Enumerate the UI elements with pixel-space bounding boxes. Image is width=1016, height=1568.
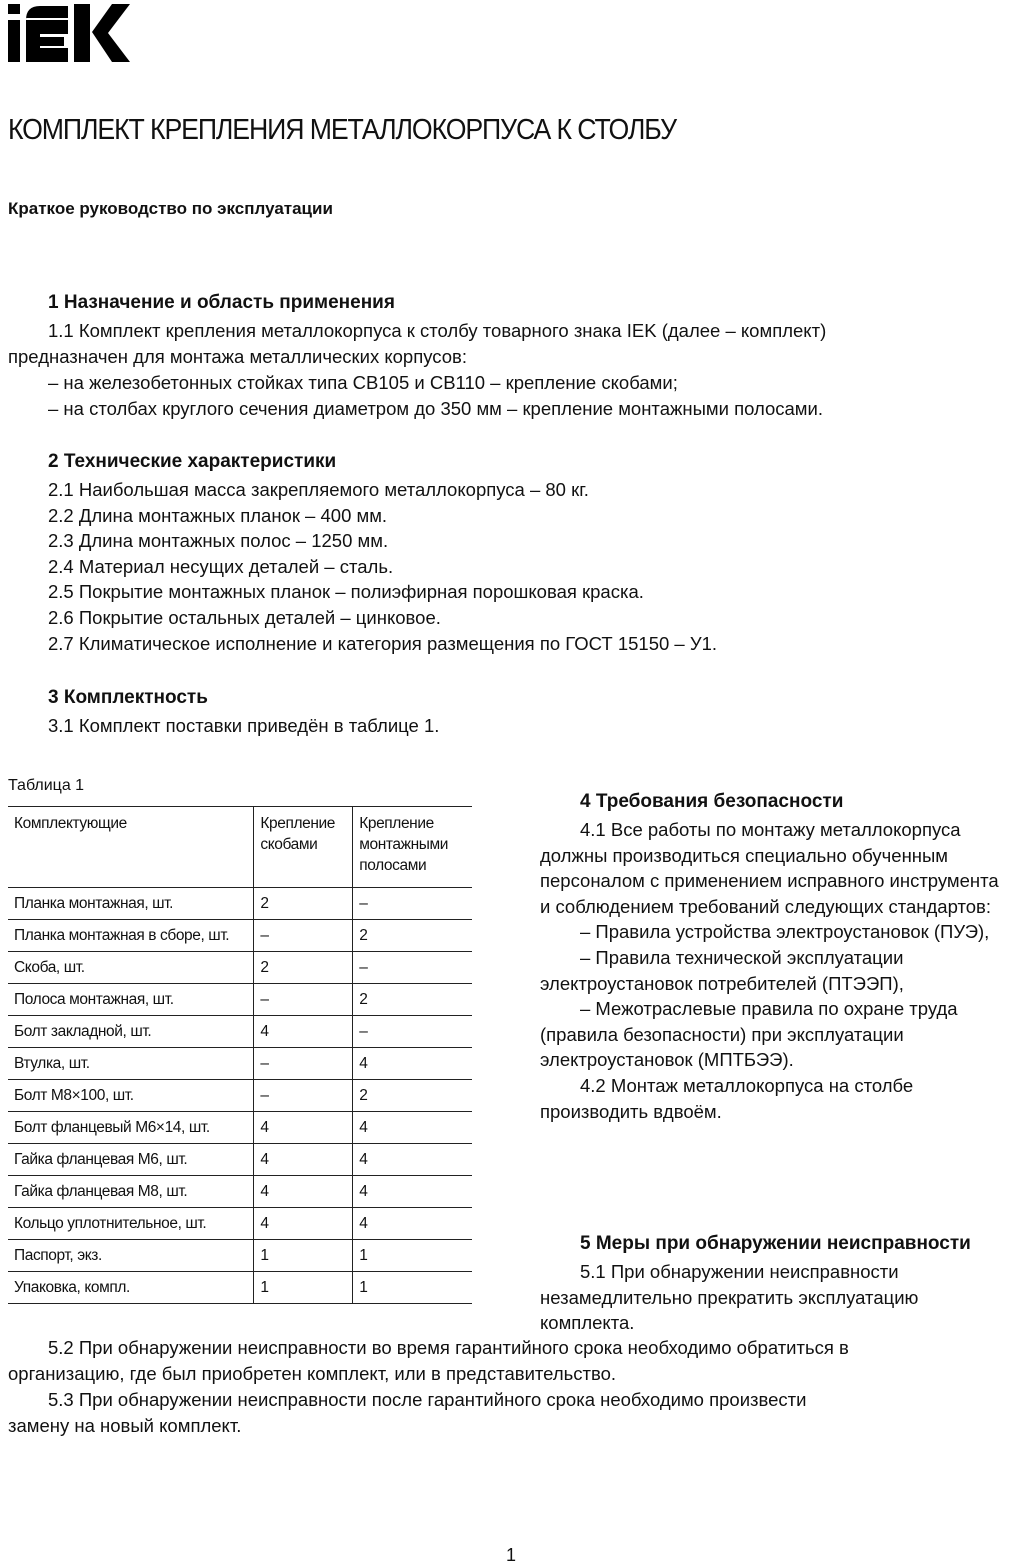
section1-line: 1.1 Комплект крепления металлокорпуса к столбу товарного знака IEK (далее – комплект) — [48, 320, 827, 341]
cell-qty-brackets: 4 — [254, 1208, 353, 1240]
section5-body — [540, 1259, 1010, 1336]
section2-line: 2.2 Длина монтажных планок – 400 мм. — [48, 505, 388, 526]
header-line: скобами — [260, 836, 318, 853]
section1-line: предназначен для монтажа металлических корпусов: — [8, 346, 467, 367]
cell-qty-strips: 2 — [353, 920, 472, 952]
section5-paragraph: 5.1 При обнаружении неисправности незамедлительно прекратить эксплуатацию комплекта. — [540, 1261, 919, 1334]
cell-qty-brackets: 2 — [254, 888, 353, 920]
cell-qty-brackets: 4 — [254, 1112, 353, 1144]
cell-component: Втулка, шт. — [8, 1048, 254, 1080]
cell-component: Упаковка, компл. — [8, 1272, 254, 1304]
table-row — [8, 952, 472, 984]
cell-qty-brackets: 2 — [254, 952, 353, 984]
cell-qty-strips: 4 — [353, 1176, 472, 1208]
document-subtitle: Краткое руководство по эксплуатации — [8, 199, 333, 218]
cell-qty-brackets: – — [254, 1048, 353, 1080]
header-line: полосами — [359, 857, 427, 874]
cell-component: Болт М8×100, шт. — [8, 1080, 254, 1112]
section2-line: 2.6 Покрытие остальных деталей – цинковое. — [48, 607, 441, 628]
table-row — [8, 1272, 472, 1304]
cell-component: Кольцо уплотнительное, шт. — [8, 1208, 254, 1240]
cell-qty-brackets: 1 — [254, 1272, 353, 1304]
cell-qty-strips: 1 — [353, 1240, 472, 1272]
table-header-row — [8, 807, 472, 888]
cell-component: Паспорт, экз. — [8, 1240, 254, 1272]
cell-qty-strips: – — [353, 952, 472, 984]
section5-line: 5.3 При обнаружении неисправности после гарантийного срока необходимо произвести — [48, 1389, 807, 1410]
table-row — [8, 1144, 472, 1176]
header-line: Крепление — [359, 815, 434, 832]
table-row — [8, 984, 472, 1016]
cell-component: Планка монтажная в сборе, шт. — [8, 920, 254, 952]
cell-qty-strips: 4 — [353, 1208, 472, 1240]
section5-line: 5.2 При обнаружении неисправности во время гарантийного срока необходимо обратиться в — [48, 1337, 849, 1358]
table-row — [8, 1112, 472, 1144]
table-caption: Таблица 1 — [8, 777, 85, 794]
cell-qty-strips: 4 — [353, 1144, 472, 1176]
section2-line: 2.3 Длина монтажных полос – 1250 мм. — [48, 530, 389, 551]
table-row — [8, 1240, 472, 1272]
cell-qty-strips: 1 — [353, 1272, 472, 1304]
section5-heading: 5 Меры при обнаружении неисправности — [580, 1233, 971, 1254]
cell-component: Гайка фланцевая М8, шт. — [8, 1176, 254, 1208]
section5-line: замену на новый комплект. — [8, 1415, 242, 1436]
section1-line: – на столбах круглого сечения диаметром до 350 мм – крепление монтажными полосами. — [48, 398, 823, 419]
header-brackets — [254, 807, 353, 888]
cell-component: Болт фланцевый М6×14, шт. — [8, 1112, 254, 1144]
cell-component: Гайка фланцевая М6, шт. — [8, 1144, 254, 1176]
section4-list-item: – Правила устройства электроустановок (ПУЭ), — [580, 921, 990, 943]
page-number: 1 — [506, 1545, 517, 1565]
cell-qty-strips: 2 — [353, 1080, 472, 1112]
iek-logo — [8, 4, 130, 64]
section2-line: 2.1 Наибольшая масса закрепляемого металлокорпуса – 80 кг. — [48, 479, 589, 500]
section3-line: 3.1 Комплект поставки приведён в таблице 1. — [48, 715, 440, 736]
section4-paragraph: 4.2 Монтаж металлокорпуса на столбе производить вдвоём. — [540, 1074, 914, 1122]
header-components — [8, 807, 254, 888]
document-title: КОМПЛЕКТ КРЕПЛЕНИЯ МЕТАЛЛОКОРПУСА К СТОЛБУ — [8, 114, 676, 146]
section4-heading: 4 Требования безопасности — [580, 791, 844, 812]
section4-paragraph: 4.1 Все работы по монтажу металлокорпуса должны производиться специально обученным персоналом с применением исправного инструмента и соблюдением требований следующих стандартов: — [540, 819, 999, 917]
section4-list-item: – Правила технической эксплуатации электроустановок потребителей (ПТЭЭП), — [540, 946, 904, 994]
cell-qty-brackets: 4 — [254, 1016, 353, 1048]
cell-qty-brackets: – — [254, 920, 353, 952]
section5-line: организацию, где был приобретен комплект, или в представительство. — [8, 1363, 617, 1384]
header-strips — [353, 807, 472, 888]
cell-qty-strips: 4 — [353, 1112, 472, 1144]
section4-list-item: – Межотраслевые правила по охране труда (правила безопасности) при эксплуатации электроустановок (МПТБЭЭ). — [540, 998, 958, 1071]
header-line: Комплектующие — [14, 815, 127, 832]
table-row — [8, 1016, 472, 1048]
table-row — [8, 920, 472, 952]
header-line: Крепление — [260, 815, 335, 832]
table-row — [8, 888, 472, 920]
section3-heading: 3 Комплектность — [48, 687, 208, 708]
cell-qty-brackets: 4 — [254, 1176, 353, 1208]
section2-line: 2.4 Материал несущих деталей – сталь. — [48, 556, 394, 577]
table-row — [8, 1048, 472, 1080]
cell-component: Болт закладной, шт. — [8, 1016, 254, 1048]
cell-qty-brackets: – — [254, 1080, 353, 1112]
section2-line: 2.7 Климатическое исполнение и категория размещения по ГОСТ 15150 – У1. — [48, 633, 718, 654]
components-table — [8, 806, 472, 1304]
cell-qty-brackets: – — [254, 984, 353, 1016]
cell-qty-strips: – — [353, 1016, 472, 1048]
cell-qty-brackets: 4 — [254, 1144, 353, 1176]
header-line: монтажными — [359, 836, 448, 853]
table-row — [8, 1208, 472, 1240]
cell-qty-strips: 2 — [353, 984, 472, 1016]
table-row — [8, 1080, 472, 1112]
cell-qty-brackets: 1 — [254, 1240, 353, 1272]
section4-body — [540, 817, 1010, 1124]
section2-heading: 2 Технические характеристики — [48, 451, 337, 472]
cell-component: Полоса монтажная, шт. — [8, 984, 254, 1016]
cell-qty-strips: 4 — [353, 1048, 472, 1080]
section1-line: – на железобетонных стойках типа СВ105 и СВ110 – крепление скобами; — [48, 372, 678, 393]
cell-component: Планка монтажная, шт. — [8, 888, 254, 920]
section2-line: 2.5 Покрытие монтажных планок – полиэфирная порошковая краска. — [48, 581, 644, 602]
cell-component: Скоба, шт. — [8, 952, 254, 984]
section1-heading: 1 Назначение и область применения — [48, 292, 395, 313]
cell-qty-strips: – — [353, 888, 472, 920]
iek-logo-mark — [8, 4, 130, 64]
table-row — [8, 1176, 472, 1208]
